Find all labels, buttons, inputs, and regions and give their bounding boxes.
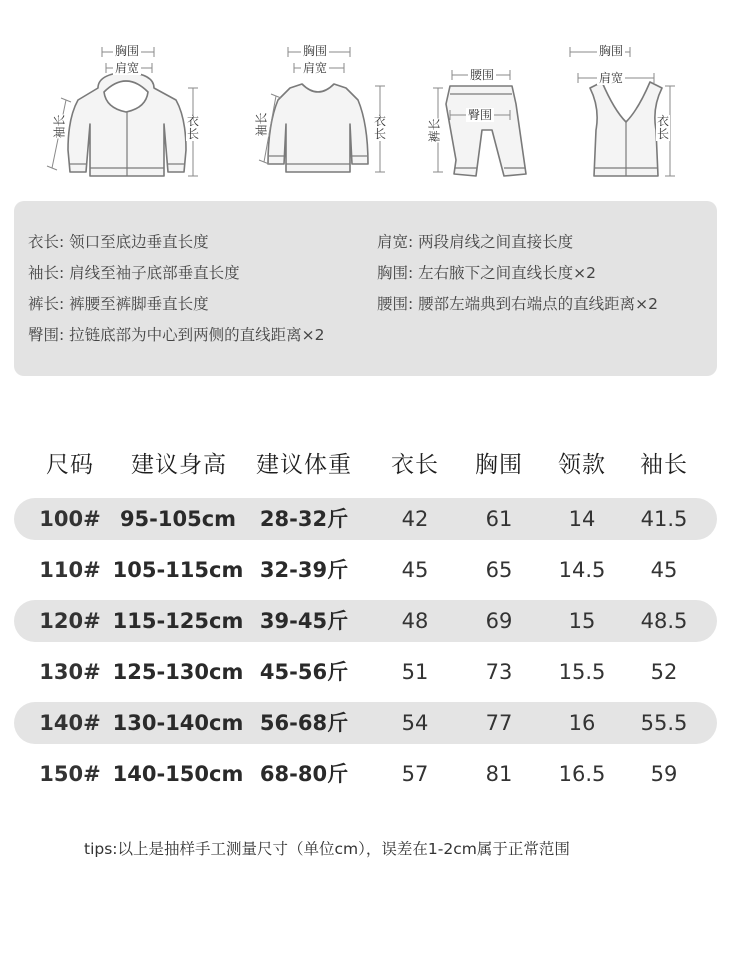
sleeve-label: 袖长 xyxy=(52,114,67,139)
cell-chest: 81 xyxy=(485,762,513,786)
cell-weight: 32-39斤 xyxy=(259,558,349,582)
cell-sleeve: 48.5 xyxy=(640,609,688,633)
cell-collar: 16 xyxy=(568,711,596,735)
table-row xyxy=(14,702,717,744)
cell-sleeve: 52 xyxy=(650,660,678,684)
definition-text: 左右腋下之间直线长度×2 xyxy=(418,264,597,282)
length-label: 衣长 xyxy=(373,114,386,141)
table-row xyxy=(14,549,717,591)
sweater-illustration xyxy=(240,0,400,200)
cell-height: 95-105cm xyxy=(119,507,237,531)
definition-text: 拉链底部为中心到两侧的直线距离×2 xyxy=(69,326,325,344)
header-length: 衣长 xyxy=(391,452,439,478)
size-table-header xyxy=(0,446,730,482)
table-row xyxy=(14,753,717,795)
cell-weight: 56-68斤 xyxy=(259,711,349,735)
definition-term: 胸围: xyxy=(377,264,414,282)
definition-item xyxy=(28,232,209,252)
cell-chest: 65 xyxy=(485,558,513,582)
cell-height: 115-125cm xyxy=(112,609,244,633)
header-chest: 胸围 xyxy=(475,452,523,478)
pants-diagram xyxy=(420,0,540,200)
cell-chest: 69 xyxy=(485,609,513,633)
cell-length: 51 xyxy=(401,660,429,684)
definition-term: 臀围: xyxy=(28,326,65,344)
cell-length: 57 xyxy=(401,762,429,786)
table-row xyxy=(14,651,717,693)
header-sleeve: 袖长 xyxy=(640,452,688,478)
header-size: 尺码 xyxy=(46,452,94,478)
cell-weight: 39-45斤 xyxy=(259,609,349,633)
cell-weight: 28-32斤 xyxy=(259,507,349,531)
cell-size: 120# xyxy=(39,609,101,633)
cell-sleeve: 41.5 xyxy=(640,507,688,531)
cell-height: 140-150cm xyxy=(112,762,244,786)
cell-collar: 14 xyxy=(568,507,596,531)
jacket-illustration xyxy=(0,0,200,200)
pant-length-label: 裤长 xyxy=(427,118,442,143)
cell-height: 125-130cm xyxy=(112,660,244,684)
definition-text: 裤腰至裤脚垂直长度 xyxy=(69,295,209,313)
cell-sleeve: 55.5 xyxy=(640,711,688,735)
cell-size: 110# xyxy=(39,558,101,582)
cell-chest: 61 xyxy=(485,507,513,531)
length-label: 衣长 xyxy=(656,114,669,141)
jacket-diagram xyxy=(0,0,200,200)
shoulder-label: 肩宽 xyxy=(599,71,624,85)
cell-collar: 15.5 xyxy=(558,660,606,684)
sleeve-label: 袖长 xyxy=(254,112,269,137)
cell-sleeve: 59 xyxy=(650,762,678,786)
cell-collar: 14.5 xyxy=(558,558,606,582)
cell-chest: 73 xyxy=(485,660,513,684)
cell-weight: 68-80斤 xyxy=(259,762,349,786)
cell-length: 54 xyxy=(401,711,429,735)
vest-illustration xyxy=(550,0,730,200)
header-height: 建议身高 xyxy=(131,452,227,478)
definition-text: 领口至底边垂直长度 xyxy=(69,233,209,251)
waist-label: 腰围 xyxy=(470,68,495,82)
measurement-diagrams xyxy=(0,0,730,200)
definition-text: 腰部左端典到右端点的直线距离×2 xyxy=(418,295,659,313)
shoulder-label: 肩宽 xyxy=(115,61,140,75)
header-collar: 领款 xyxy=(558,452,606,478)
cell-weight: 45-56斤 xyxy=(259,660,349,684)
table-row xyxy=(14,498,717,540)
definition-term: 袖长: xyxy=(28,264,65,282)
cell-chest: 77 xyxy=(485,711,513,735)
chest-label: 胸围 xyxy=(303,44,328,58)
definition-term: 肩宽: xyxy=(377,233,414,251)
header-weight: 建议体重 xyxy=(256,452,352,478)
definition-item xyxy=(377,263,596,283)
shoulder-label: 肩宽 xyxy=(303,61,328,75)
cell-size: 140# xyxy=(39,711,101,735)
cell-length: 42 xyxy=(401,507,429,531)
measurement-definitions-panel xyxy=(14,201,717,376)
length-label: 衣长 xyxy=(186,114,199,141)
pants-illustration xyxy=(420,0,540,200)
vest-diagram xyxy=(550,0,730,200)
definition-item xyxy=(28,294,209,314)
chest-label: 胸围 xyxy=(599,44,624,58)
definition-text: 肩线至袖子底部垂直长度 xyxy=(69,264,240,282)
chest-label: 胸围 xyxy=(115,44,140,58)
definition-item xyxy=(28,263,240,283)
cell-collar: 16.5 xyxy=(558,762,606,786)
table-row xyxy=(14,600,717,642)
definition-item xyxy=(28,325,325,345)
cell-length: 48 xyxy=(401,609,429,633)
cell-collar: 15 xyxy=(568,609,596,633)
definition-term: 裤长: xyxy=(28,295,65,313)
sweater-diagram xyxy=(240,0,400,200)
definition-text: 两段肩线之间直接长度 xyxy=(418,233,574,251)
cell-size: 100# xyxy=(39,507,101,531)
measurement-tips: tips:以上是抽样手工测量尺寸（单位cm），误差在1-2cm属于正常范围 xyxy=(84,840,570,858)
definition-term: 腰围: xyxy=(377,295,414,313)
cell-size: 150# xyxy=(39,762,101,786)
cell-size: 130# xyxy=(39,660,101,684)
cell-height: 105-115cm xyxy=(112,558,244,582)
cell-sleeve: 45 xyxy=(650,558,678,582)
definition-term: 衣长: xyxy=(28,233,65,251)
cell-length: 45 xyxy=(401,558,429,582)
hip-label: 臀围 xyxy=(468,108,493,122)
cell-height: 130-140cm xyxy=(112,711,244,735)
definition-item xyxy=(377,232,573,252)
definition-item xyxy=(377,294,658,314)
